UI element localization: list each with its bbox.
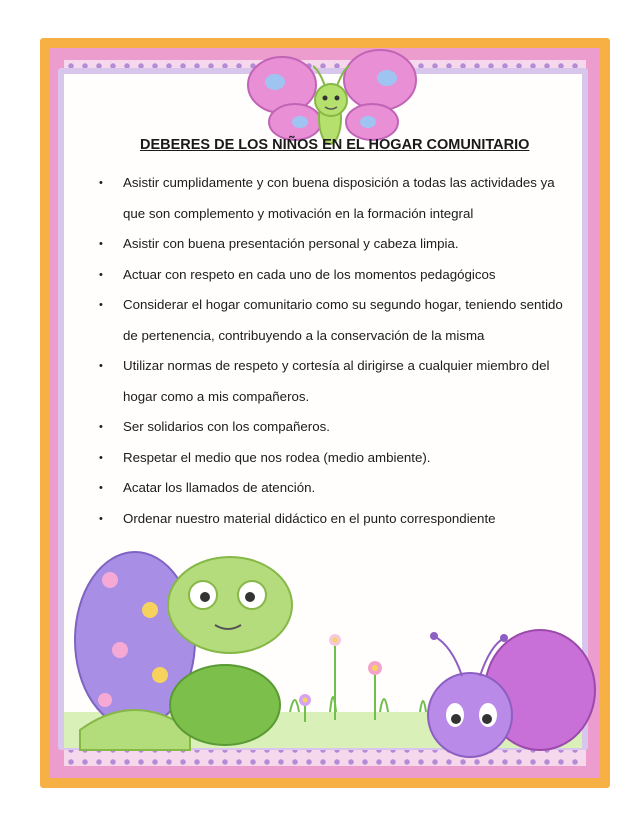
list-item-text: Considerar el hogar comunitario como su segundo hogar, teniendo sentido de pertenencia, contribuyendo a la conservación de la misma bbox=[123, 297, 563, 343]
list-item-text: Actuar con respeto en cada uno de los momentos pedagógicos bbox=[123, 266, 496, 282]
list-item bbox=[96, 260, 576, 291]
list-item bbox=[96, 443, 576, 474]
butterfly-icon bbox=[248, 50, 416, 144]
duties-list bbox=[96, 168, 576, 534]
list-item bbox=[96, 473, 576, 504]
list-item-text: Asistir cumplidamente y con buena disposición a todas las actividades ya que son complemento y motivación en la formación integral bbox=[123, 175, 555, 221]
list-item bbox=[96, 290, 576, 351]
list-item-text: Asistir con buena presentación personal y cabeza limpia. bbox=[123, 236, 459, 251]
list-item-text: Ordenar nuestro material didáctico en el punto correspondiente bbox=[123, 510, 496, 526]
list-item-text: Acatar los llamados de atención. bbox=[123, 480, 316, 495]
bullet: • bbox=[99, 451, 103, 464]
list-item bbox=[96, 229, 576, 260]
bullet: • bbox=[99, 238, 103, 250]
bullet: • bbox=[99, 512, 103, 525]
bullet: • bbox=[99, 299, 103, 311]
list-item bbox=[96, 412, 576, 443]
list-item-text: Respetar el medio que nos rodea (medio ambiente). bbox=[123, 449, 431, 465]
bullet: • bbox=[99, 268, 103, 281]
bullet: • bbox=[99, 482, 103, 494]
list-item-text: Utilizar normas de respeto y cortesía al dirigirse a cualquier miembro del hogar como a mis compañeros. bbox=[123, 358, 550, 404]
document-title: DEBERES DE LOS NIÑOS EN EL HOGAR COMUNITARIO bbox=[140, 137, 530, 153]
list-item bbox=[96, 504, 576, 535]
bullet: • bbox=[99, 360, 103, 372]
bullet: • bbox=[99, 421, 103, 433]
list-item bbox=[96, 168, 576, 229]
list-item-text: Ser solidarios con los compañeros. bbox=[123, 419, 330, 434]
ladybug-icon bbox=[428, 630, 595, 757]
bullet: • bbox=[99, 177, 103, 189]
list-item bbox=[96, 351, 576, 412]
